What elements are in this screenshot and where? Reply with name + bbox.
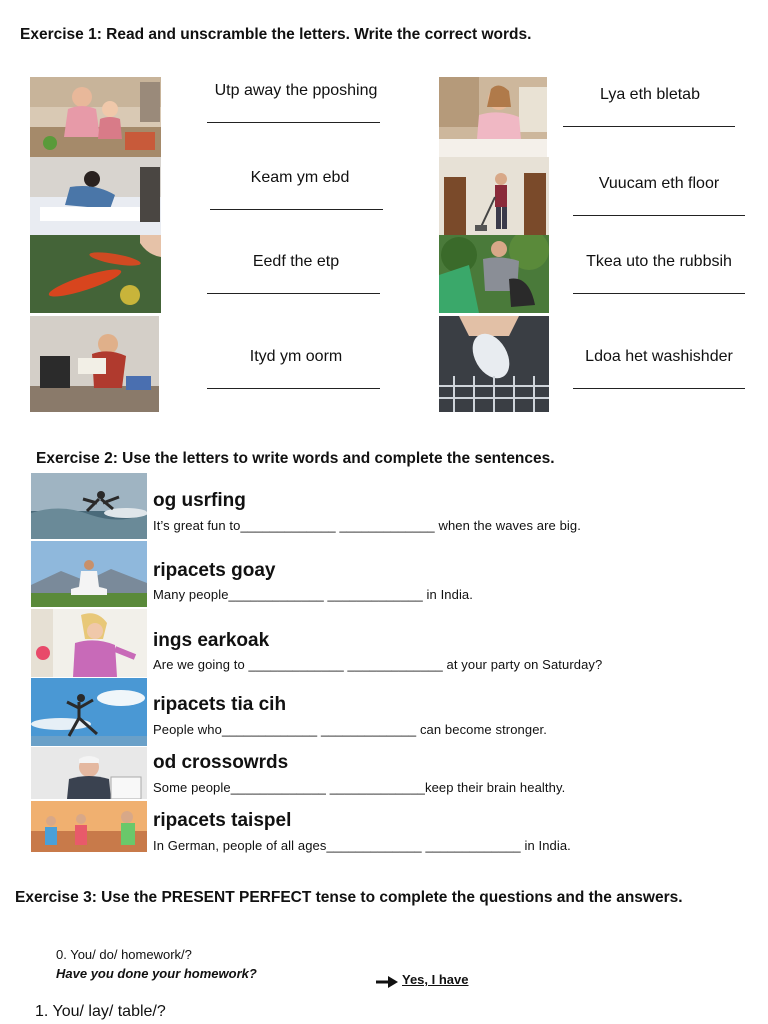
pilates-photo bbox=[31, 801, 147, 852]
ex2-word-6: ripacets taispel bbox=[153, 810, 292, 831]
ex2-sentence-6: In German, people of all ages_____________ _____________ in India. bbox=[153, 838, 571, 853]
man-vacuuming-floor-photo bbox=[439, 157, 549, 235]
example-prompt: 0. You/ do/ homework/? bbox=[56, 947, 192, 962]
answer-line-6[interactable] bbox=[573, 215, 745, 216]
answer-line-7[interactable] bbox=[573, 293, 745, 294]
ex2-word-1: og usrfing bbox=[153, 490, 246, 511]
woman-and-girl-unpacking-shopping-photo bbox=[30, 77, 161, 157]
scrambled-word-8: Ldoa het washishder bbox=[585, 348, 733, 365]
surfing-photo bbox=[31, 473, 147, 539]
answer-line-4[interactable] bbox=[207, 388, 380, 389]
exercise-2-heading: Exercise 2: Use the letters to write words and complete the sentences. bbox=[36, 450, 555, 467]
ex2-sentence-2: Many people_____________ _____________ in India. bbox=[153, 587, 473, 602]
ex2-sentence-3: Are we going to _____________ _____________ at your party on Saturday? bbox=[153, 657, 603, 672]
arrow-right-icon bbox=[376, 975, 398, 993]
ex2-word-3: ings earkoak bbox=[153, 630, 270, 651]
ex2-word-4: ripacets tia cih bbox=[153, 694, 287, 715]
exercise-3-heading: Exercise 3: Use the PRESENT PERFECT tense to complete the questions and the answers. bbox=[15, 889, 683, 906]
scrambled-word-7: Tkea uto the rubbsih bbox=[586, 253, 732, 270]
answer-line-8[interactable] bbox=[573, 388, 745, 389]
ex2-sentence-4: People who_____________ _____________ can become stronger. bbox=[153, 722, 547, 737]
scrambled-word-2: Keam ym ebd bbox=[250, 169, 350, 186]
exercise-1-heading: Exercise 1: Read and unscramble the letters. Write the correct words. bbox=[20, 26, 532, 43]
scrambled-word-1: Utp away the pposhing bbox=[214, 82, 378, 99]
tai-chi-photo bbox=[31, 678, 147, 746]
scrambled-word-6: Vuucam eth floor bbox=[598, 175, 720, 192]
question-1-prompt: 1. You/ lay/ table/? bbox=[35, 1003, 166, 1020]
person-making-bed-photo bbox=[30, 157, 161, 235]
scrambled-word-4: Ityd ym oorm bbox=[249, 348, 343, 365]
answer-line-5[interactable] bbox=[563, 126, 735, 127]
karaoke-singing-photo bbox=[31, 609, 147, 677]
yoga-photo bbox=[31, 541, 147, 607]
ex2-sentence-1: It’s great fun to_____________ _____________ when the waves are big. bbox=[153, 518, 581, 533]
loading-dishwasher-photo bbox=[439, 316, 549, 412]
ex2-word-2: ripacets goay bbox=[153, 560, 276, 581]
scrambled-word-3: Eedf the etp bbox=[252, 253, 340, 270]
man-taking-out-rubbish-photo bbox=[439, 235, 549, 313]
ex2-sentence-5: Some people_____________ _____________keep their brain healthy. bbox=[153, 780, 566, 795]
feeding-fish-pond-photo bbox=[30, 235, 161, 313]
ex2-word-5: od crossowrds bbox=[153, 752, 289, 773]
answer-line-3[interactable] bbox=[207, 293, 380, 294]
answer-line-2[interactable] bbox=[210, 209, 383, 210]
example-question: Have you done your homework? bbox=[56, 966, 257, 981]
crosswords-photo bbox=[31, 747, 147, 799]
scrambled-word-5: Lya eth bletab bbox=[600, 86, 700, 103]
boy-tidying-room-photo bbox=[30, 316, 159, 412]
girl-laying-table-photo bbox=[439, 77, 547, 157]
answer-line-1[interactable] bbox=[207, 122, 380, 123]
example-answer: Yes, I have bbox=[402, 972, 469, 987]
